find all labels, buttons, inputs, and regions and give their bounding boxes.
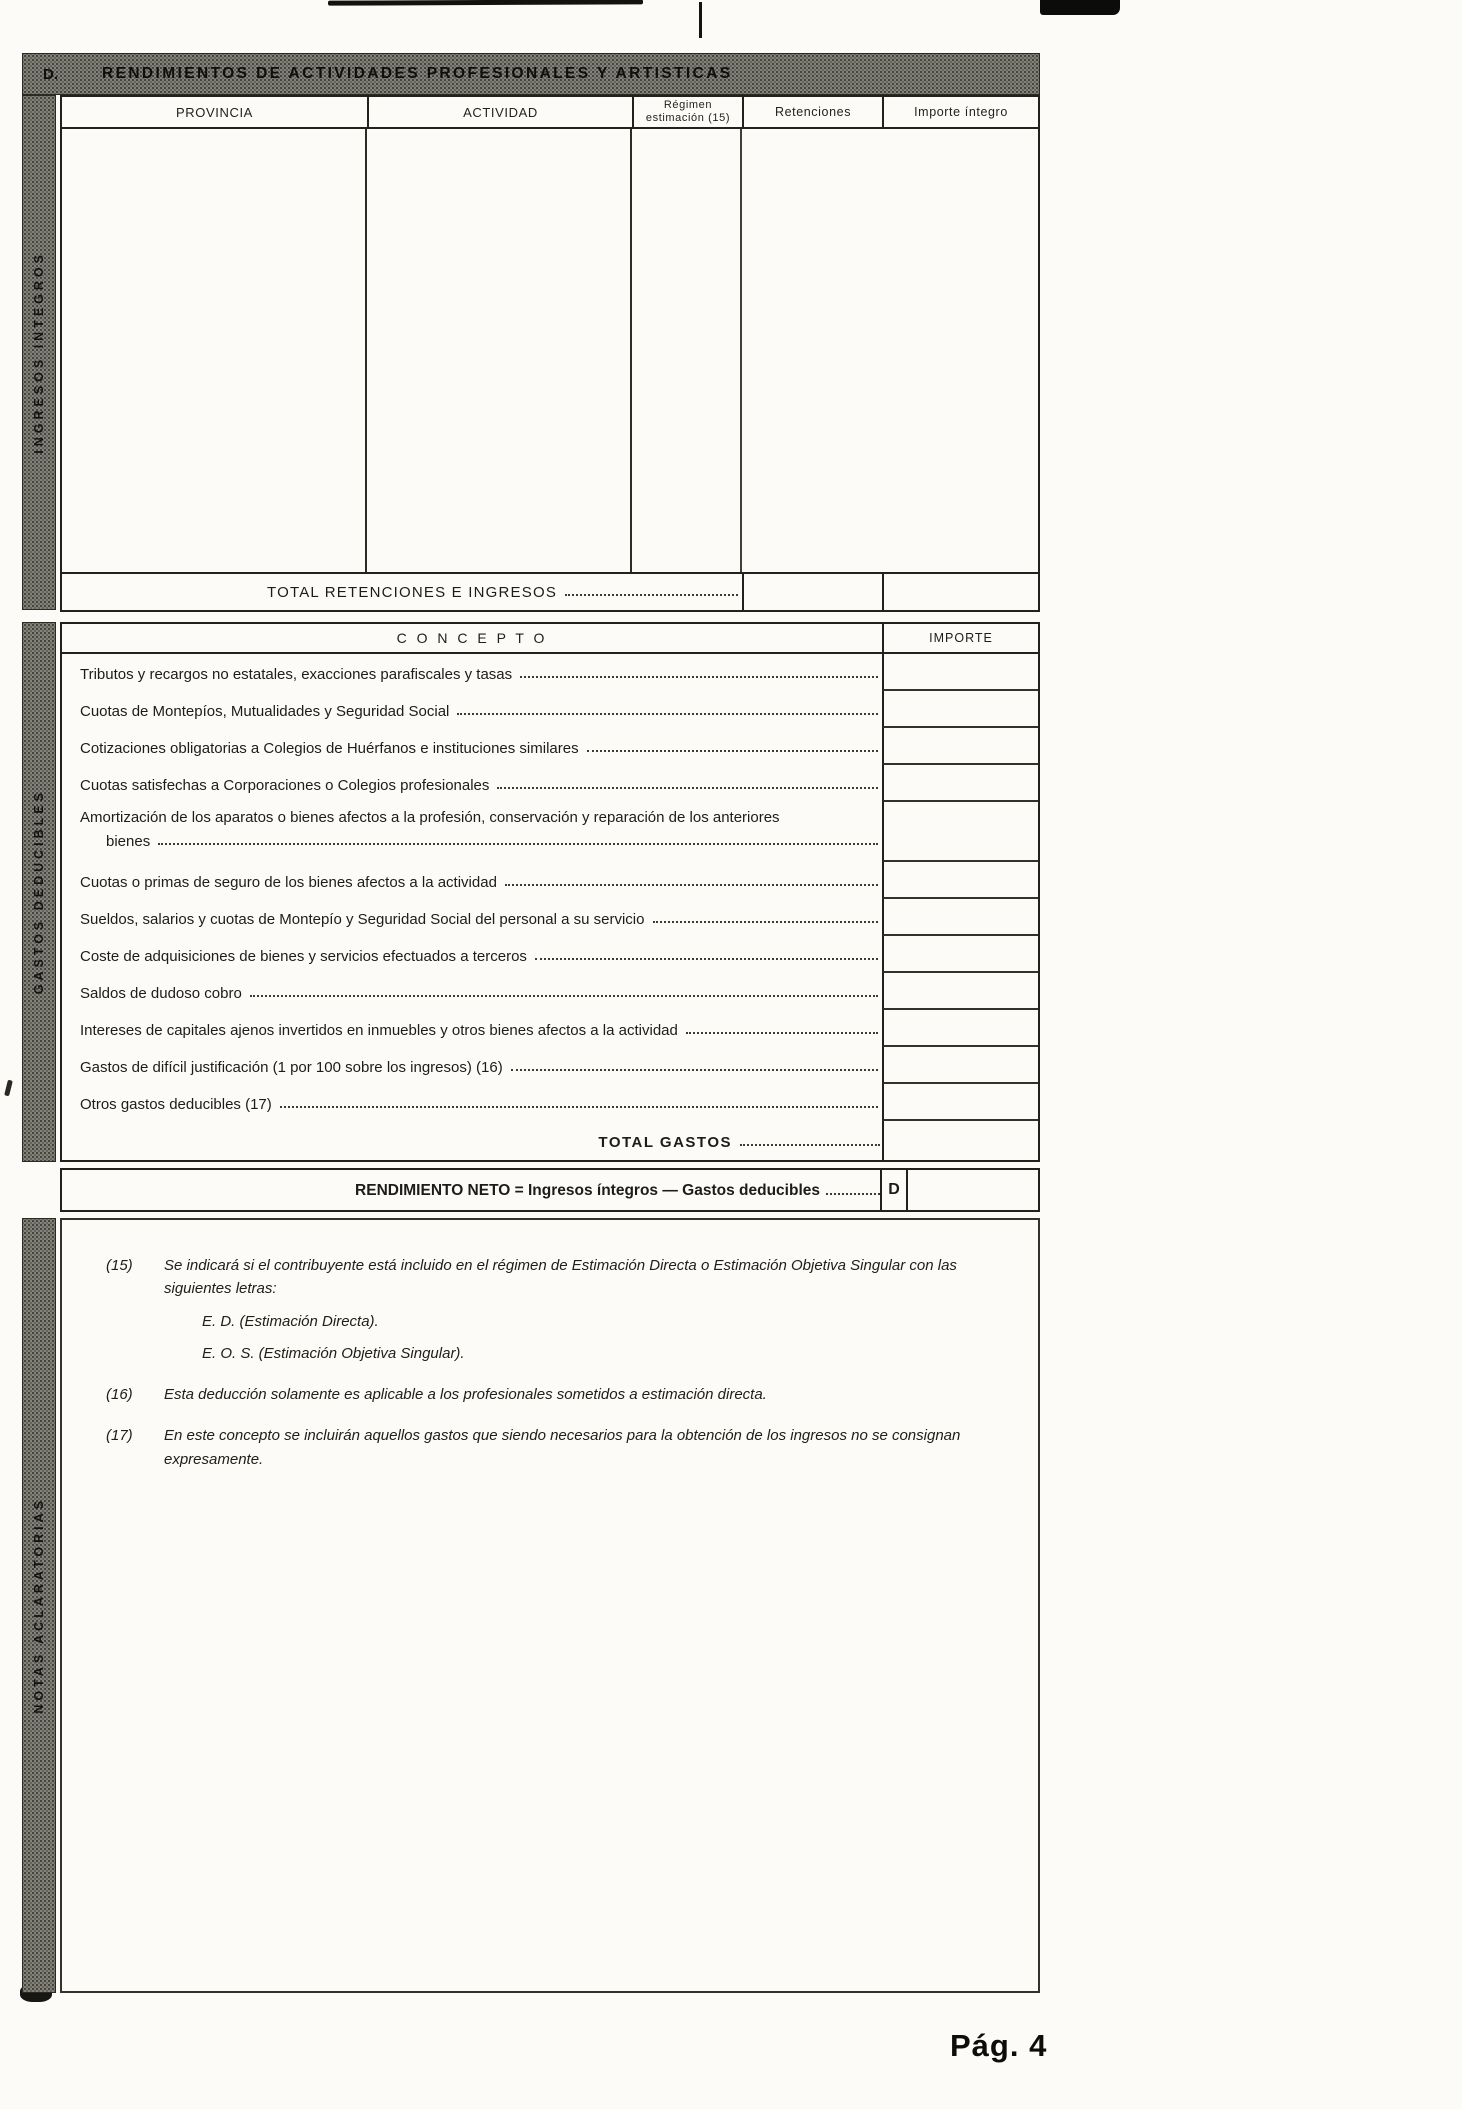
sidebar-label-ingresos: INGRESOS INTEGROS xyxy=(32,251,46,454)
gastos-table xyxy=(60,622,1040,1162)
dotted-leader xyxy=(158,843,878,845)
footnote-number: (15) xyxy=(106,1257,133,1274)
sidebar-band-gastos xyxy=(22,622,56,1162)
col-header-retenciones: Retenciones xyxy=(742,97,882,127)
gasto-row-sueldos xyxy=(62,899,1038,936)
dotted-leader xyxy=(511,1069,878,1071)
scan-artifact-top-line xyxy=(328,0,643,6)
sidebar-band-notas xyxy=(22,1218,56,1993)
gasto-row-seguros xyxy=(62,862,1038,899)
dotted-leader xyxy=(505,884,878,886)
importe-cell[interactable] xyxy=(882,765,1038,802)
rendimiento-label-area xyxy=(62,1170,880,1210)
gasto-row-corporaciones xyxy=(62,765,1038,802)
gasto-label: Otros gastos deducibles (17) xyxy=(80,1096,272,1113)
ingresos-total-label: TOTAL RETENCIONES E INGRESOS xyxy=(267,584,558,601)
dotted-leader xyxy=(457,713,878,715)
dotted-leader xyxy=(250,995,878,997)
gasto-row-otros xyxy=(62,1084,1038,1121)
gasto-label-continuation: bienes xyxy=(106,833,151,850)
section-title: RENDIMIENTOS DE ACTIVIDADES PROFESIONALES Y ARTISTICAS xyxy=(102,65,733,82)
col-header-importe-integro: Importe íntegro xyxy=(882,97,1038,127)
footnote-text: Esta deducción solamente es aplicable a los profesionales sometidos a estimación directa. xyxy=(164,1386,767,1403)
importe-cell[interactable] xyxy=(882,1047,1038,1084)
gasto-label: Cuotas de Montepíos, Mutualidades y Seguridad Social xyxy=(80,703,450,720)
gasto-label: Cuotas o primas de seguro de los bienes afectos a la actividad xyxy=(80,874,497,891)
gasto-label: Coste de adquisiciones de bienes y servicios efectuados a terceros xyxy=(80,948,527,965)
footnote-15 xyxy=(106,1254,998,1365)
ingresos-total-label-area xyxy=(62,574,742,610)
dotted-leader xyxy=(587,750,878,752)
gasto-label: Cuotas satisfechas a Corporaciones o Colegios profesionales xyxy=(80,777,490,794)
rendimiento-amount-cell[interactable] xyxy=(908,1170,1038,1210)
col-header-regimen-line2: estimación (15) xyxy=(645,112,731,124)
footnote-number: (16) xyxy=(106,1386,133,1403)
footnote-17 xyxy=(106,1424,998,1471)
ingresos-header-row xyxy=(62,97,1038,129)
gasto-label: Amortización de los aparatos o bienes afectos a la profesión, conservación y reparación de los anteriores xyxy=(80,809,780,826)
gastos-total-row xyxy=(62,1121,1038,1160)
gasto-label: Sueldos, salarios y cuotas de Montepío y Seguridad Social del personal a su servicio xyxy=(80,911,645,928)
gasto-label: Saldos de dudoso cobro xyxy=(80,985,242,1002)
importe-cell[interactable] xyxy=(882,728,1038,765)
scan-artifact-top-right-blob xyxy=(1040,0,1120,15)
importe-cell[interactable] xyxy=(882,691,1038,728)
footnote-sub-item: E. O. S. (Estimación Objetiva Singular). xyxy=(202,1344,465,1362)
importe-cell[interactable] xyxy=(882,899,1038,936)
column-divider xyxy=(740,129,742,572)
gastos-header-row xyxy=(62,624,1038,654)
dotted-leader xyxy=(826,1193,880,1195)
footnote-number: (17) xyxy=(106,1427,133,1445)
rendimiento-neto-row xyxy=(60,1168,1040,1212)
column-divider xyxy=(365,129,367,572)
sidebar-label-gastos: GASTOS DEDUCIBLES xyxy=(32,789,46,995)
gasto-label: Intereses de capitales ajenos invertidos en inmuebles y otros bienes afectos a la actividad xyxy=(80,1022,678,1039)
col-header-regimen-line1: Régimen xyxy=(663,98,713,111)
ingresos-table xyxy=(60,95,1040,612)
scan-artifact-left-mark xyxy=(4,1080,13,1097)
section-header-band xyxy=(22,53,1040,95)
section-letter: D. xyxy=(43,65,58,83)
dotted-leader xyxy=(497,787,878,789)
gasto-label: Cotizaciones obligatorias a Colegios de Huérfanos e instituciones similares xyxy=(80,740,579,757)
importe-cell[interactable] xyxy=(882,802,1038,862)
footnotes-box xyxy=(60,1218,1040,1993)
importe-cell[interactable] xyxy=(882,1010,1038,1047)
total-retenciones-cell[interactable] xyxy=(742,574,882,610)
dotted-leader xyxy=(686,1032,878,1034)
col-header-actividad: ACTIVIDAD xyxy=(367,97,632,127)
importe-cell[interactable] xyxy=(882,654,1038,691)
dotted-leader xyxy=(535,958,878,960)
gasto-row-cotizaciones xyxy=(62,728,1038,765)
col-header-provincia: PROVINCIA xyxy=(176,104,253,120)
gasto-label: Gastos de difícil justificación (1 por 100 sobre los ingresos) (16) xyxy=(80,1059,503,1076)
casilla-letter-d: D xyxy=(880,1170,908,1210)
total-importe-cell[interactable] xyxy=(882,574,1038,610)
footnote-16 xyxy=(106,1383,998,1406)
ingresos-total-row xyxy=(62,572,1038,610)
gastos-total-label: TOTAL GASTOS xyxy=(598,1134,732,1151)
total-gastos-cell[interactable] xyxy=(882,1121,1038,1160)
col-header-regimen xyxy=(632,97,742,127)
importe-cell[interactable] xyxy=(882,936,1038,973)
footnote-text: En este concepto se incluirán aquellos gastos que siendo necesarios para la obtención de los ingresos no se consignan expresamente. xyxy=(164,1427,961,1468)
importe-header: IMPORTE xyxy=(882,624,1038,652)
sidebar-band-ingresos xyxy=(22,95,56,610)
column-divider xyxy=(630,129,632,572)
gasto-row-intereses xyxy=(62,1010,1038,1047)
gasto-row-tributos xyxy=(62,654,1038,691)
gasto-row-montepios xyxy=(62,691,1038,728)
sidebar-label-notas: NOTAS ACLARATORIAS xyxy=(32,1497,46,1714)
dotted-leader xyxy=(653,921,879,923)
gasto-row-adquisiciones xyxy=(62,936,1038,973)
footnote-sub-item: E. D. (Estimación Directa). xyxy=(202,1312,379,1330)
importe-cell[interactable] xyxy=(882,1084,1038,1121)
dotted-leader xyxy=(740,1144,880,1146)
rendimiento-label: RENDIMIENTO NETO = Ingresos íntegros — Gastos deducibles xyxy=(355,1182,820,1199)
gasto-label: Tributos y recargos no estatales, exacciones parafiscales y tasas xyxy=(80,666,513,683)
footnote-text: Se indicará si el contribuyente está incluido en el régimen de Estimación Directa o Estimación Objetiva Singular con las siguientes letras: xyxy=(164,1257,957,1298)
gasto-row-dificil-justificacion xyxy=(62,1047,1038,1084)
ingresos-entry-area[interactable] xyxy=(62,129,1038,572)
page-number: Pág. 4 xyxy=(950,2028,1048,2063)
gasto-row-saldos xyxy=(62,973,1038,1010)
dotted-leader xyxy=(280,1106,878,1108)
gasto-row-amortizacion xyxy=(62,802,1038,862)
scan-artifact-top-tick xyxy=(699,2,702,38)
dotted-leader xyxy=(565,594,738,596)
importe-cell[interactable] xyxy=(882,862,1038,899)
concepto-header: C O N C E P T O xyxy=(396,630,548,646)
importe-cell[interactable] xyxy=(882,973,1038,1010)
dotted-leader xyxy=(520,676,878,678)
